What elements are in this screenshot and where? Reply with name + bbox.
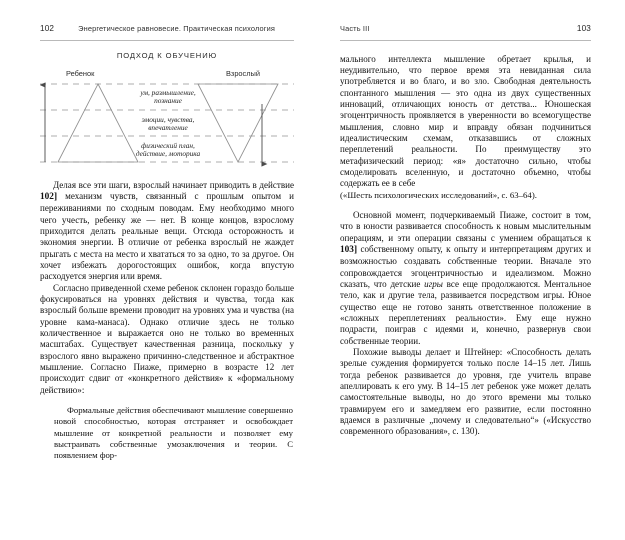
left-blockquote (40, 405, 294, 461)
right-paragraph-2: Похожие выводы делает и Штейнер: «Способность делать зрелые суждения формируется только после 14–15 лет. Лишь тогда ребенок развивается до уровня, где учитель вправе апеллировать к его уму. В 14–15 лет ребенок уже может делать самостоятельные выводы, но до этого времени мы только травмируем его и замедляем его развитие, если постоянно вдаемся в различные „почему и следовательно“» («Искусство современного образования», с. 130). (340, 347, 591, 437)
diagram-tier-emotion-line1: эмоции, чувства, (141, 114, 195, 124)
diagram-tier-physical-line2: действие, моторика (135, 149, 201, 159)
left-blockquote-text: Формальные действия обеспечивают мышление совершенно новой способностью, которая отстраняет и освобождает мышление от конкретной реальности и позволяет ему выстраивать собственные умозаключения и теории. С появлением фор- (54, 405, 293, 461)
learning-approach-diagram (40, 51, 294, 170)
diagram-tier-mind-line2: познание (154, 96, 182, 106)
right-quote-source: («Шесть психологических исследований», с. 63–64). (340, 189, 537, 200)
left-running-head (40, 24, 294, 41)
right-page-number: 103 (576, 24, 591, 33)
diagram-tier-emotion (108, 116, 228, 133)
right-page (322, 0, 625, 540)
left-p1-part2: механизм чувств, связанный с прошлым опытом и переживаниями по сходным поводам. Ему необходимо много чего учесть, ребенку же — нет. В конце концов, взрослому приходится делать реальные вещи. Отсюда осторожность и экономия энергии. В отличие от ребенка взрослый не жаждет прыгать с места на место и хвататься то за одно, то за другое. Он хочет избежать дорогостоящих ошибок, когда впустую расходуется энергия или время. (40, 190, 294, 282)
left-paragraph-1 (40, 180, 294, 283)
right-p1-part3: все еще продолжаются. Ментальное тело, как и другие тела, развивается посредством игры. Юное существо еще не готово занять ответственное положение в «сложных переплетениях реальности». Ему еще нужно подрасти, поиграв с идеями и, конечно, развернув свои собственные теории. (340, 278, 591, 346)
left-page-number: 102 (40, 24, 55, 33)
diagram-axis-labels (40, 69, 294, 80)
diagram-tier-mind (108, 89, 228, 106)
left-p1-part1: Делая все эти шаги, взрослый начинает приводить в действие (53, 179, 294, 190)
diagram-tier-mind-line1: ум, размышление, (140, 87, 196, 97)
right-running-head (340, 24, 591, 41)
right-running-head-title: Часть III (340, 24, 370, 33)
right-body-text (340, 54, 591, 438)
diagram-label-child: Ребенок (66, 68, 95, 78)
page-marker-102: 102] (40, 191, 58, 202)
left-paragraph-2: Согласно приведенной схеме ребенок склонен гораздо больше фокусироваться на уровнях действия и чувства, тогда как взрослый больше времени проводит на уровнях ума и чувства (на уровне кама-манаса). Однако отличие здесь не только количественное и выражается оно не только во временных масштабах. Существует качественная разница, поскольку у взрослого явно выражено причинно-следственное и абстрактное мышление. Согласно Пиаже, примерно в возрасте 12 лет происходит сдвиг от «конкретного действия» к «формальному действию»: (40, 282, 294, 395)
diagram-tier-emotion-line2: впечатление (148, 123, 188, 133)
right-paragraph-1 (340, 210, 591, 347)
diagram-tier-physical (108, 142, 228, 159)
left-body-text (40, 180, 294, 462)
diagram-title: ПОДХОД К ОБУЧЕНИЮ (116, 50, 218, 60)
left-running-head-title: Энергетическое равновесие. Практическая психология (78, 24, 276, 33)
diagram-tier-physical-line1: физический план, (141, 140, 195, 150)
right-quote-continuation: мального интеллекта мышление обретает крылья, и неудивительно, что первое время эта невиданная сила употребляется и во благо, и во зло. Свободная деятельность спонтанного мышления — это одна из двух существенных инноваций, отличающих юность от детства... Юношеская эгоцентричность проявляется в уверенности во всемогуществе мышления, словно мир и вправду обязан подчиниться идеалистическим схемам, отказавшись от сложных переплетений реальности. По преимуществу это метафизический период: «я» достаточно сильно, чтобы смоделировать вселенную, и достаточно объемно, чтобы содержать ее в себе (340, 53, 591, 189)
right-p1-part2: собственному опыту, к опыту и интерпретациям других и возможностью создавать собственные теории. Вначале это сопровождается эгоцентричностью и идеализмом. Можно сказать, что детские (340, 243, 591, 289)
diagram-label-adult: Взрослый (226, 68, 260, 78)
diagram-canvas (40, 80, 294, 170)
page-marker-103: 103] (340, 244, 358, 255)
right-p1-italic-word: игры (424, 278, 443, 289)
right-p1-part1: Основной момент, подчеркиваемый Пиаже, состоит в том, что в юности развивается способность к новым мыслительным операциям, и эти операции связаны с умением обращаться к (340, 209, 591, 243)
